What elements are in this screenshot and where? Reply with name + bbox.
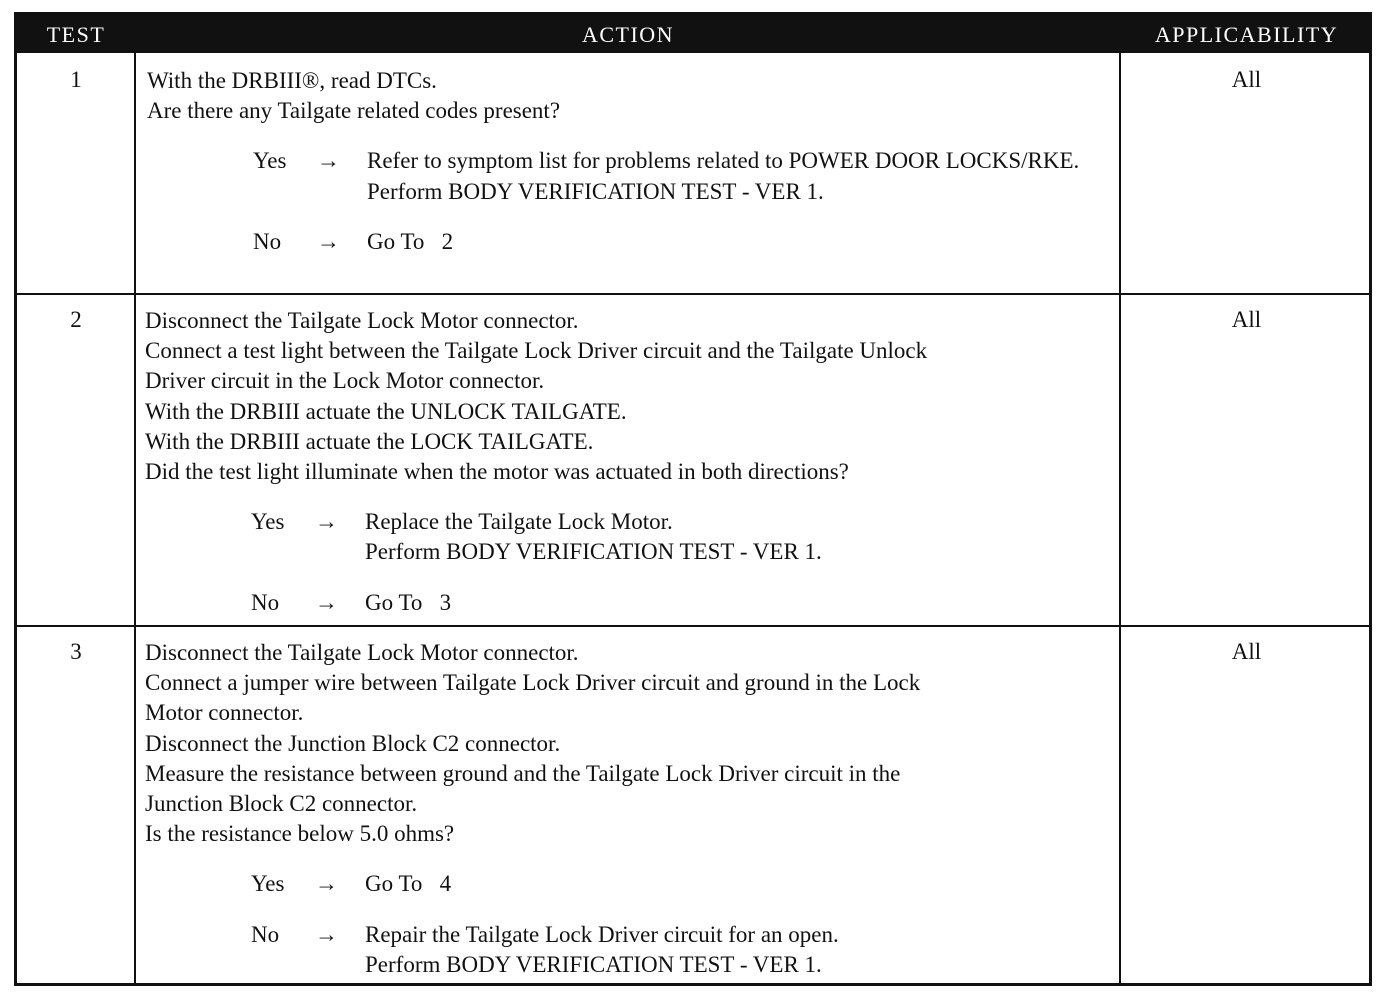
response-line: Replace the Tailgate Lock Motor. [365, 509, 673, 535]
test-number: 3 [70, 639, 82, 664]
arrow-icon: → [315, 921, 338, 947]
test-number: 1 [70, 67, 82, 92]
no-response [145, 588, 1115, 618]
response-line: Refer to symptom list for problems related to POWER DOOR LOCKS/RKE. [367, 148, 1080, 174]
header-applicability: APPLICABILITY [1154, 22, 1339, 47]
action-line: Motor connector. [145, 700, 304, 726]
action-line: Driver circuit in the Lock Motor connector. [145, 368, 545, 394]
yes-label: Yes [251, 509, 285, 535]
yes-label: Yes [251, 871, 285, 897]
yes-response [145, 507, 1115, 567]
action-line: Connect a test light between the Tailgate Lock Driver circuit and the Tailgate Unlock [145, 338, 928, 364]
action-line: With the DRBIII actuate the UNLOCK TAILGATE. [145, 398, 627, 424]
action-line: Junction Block C2 connector. [145, 791, 418, 817]
applicability-value: All [1231, 639, 1262, 664]
applicability-value: All [1231, 67, 1262, 92]
action-cell [147, 66, 1117, 257]
no-label: No [251, 921, 280, 947]
arrow-icon: → [315, 589, 338, 615]
response-line: Perform BODY VERIFICATION TEST - VER 1. [365, 951, 822, 977]
action-line: Disconnect the Junction Block C2 connector. [145, 730, 561, 756]
no-response [145, 920, 1115, 980]
table-row [17, 627, 1369, 983]
applicability-value: All [1231, 307, 1262, 332]
table-row [17, 295, 1369, 625]
arrow-icon: → [317, 228, 340, 254]
response-line: Perform BODY VERIFICATION TEST - VER 1. [365, 539, 822, 565]
header-action: ACTION [581, 22, 675, 47]
no-label: No [251, 589, 280, 615]
no-label: No [253, 228, 282, 254]
arrow-icon: → [315, 509, 338, 535]
action-line: Is the resistance below 5.0 ohms? [145, 821, 455, 847]
no-response [147, 227, 1117, 257]
yes-response [147, 146, 1117, 206]
table-row [17, 55, 1369, 293]
arrow-icon: → [315, 871, 338, 897]
yes-label: Yes [253, 148, 287, 174]
arrow-icon: → [317, 148, 340, 174]
action-line: Measure the resistance between ground and the Tailgate Lock Driver circuit in the [145, 760, 901, 786]
response-line: Go To 4 [365, 871, 452, 897]
response-line: Repair the Tailgate Lock Driver circuit for an open. [365, 921, 839, 947]
table-header [17, 15, 1369, 53]
response-line: Go To 2 [367, 228, 454, 254]
header-test: TEST [46, 22, 106, 47]
response-line: Go To 3 [365, 589, 452, 615]
action-line: With the DRBIII®, read DTCs. [147, 68, 437, 93]
action-line: Disconnect the Tailgate Lock Motor connector. [145, 308, 579, 333]
action-line: With the DRBIII actuate the LOCK TAILGATE. [145, 428, 594, 454]
action-line: Connect a jumper wire between Tailgate Lock Driver circuit and ground in the Lock [145, 670, 921, 696]
action-cell [145, 306, 1115, 618]
yes-response [145, 869, 1115, 899]
action-line: Disconnect the Tailgate Lock Motor connector. [145, 640, 579, 665]
action-line: Did the test light illuminate when the motor was actuated in both directions? [145, 459, 849, 485]
test-number: 2 [70, 307, 82, 332]
action-line: Are there any Tailgate related codes present? [147, 98, 561, 124]
response-line: Perform BODY VERIFICATION TEST - VER 1. [367, 178, 824, 204]
action-cell [145, 638, 1115, 980]
diagnostic-test-table [14, 12, 1372, 986]
